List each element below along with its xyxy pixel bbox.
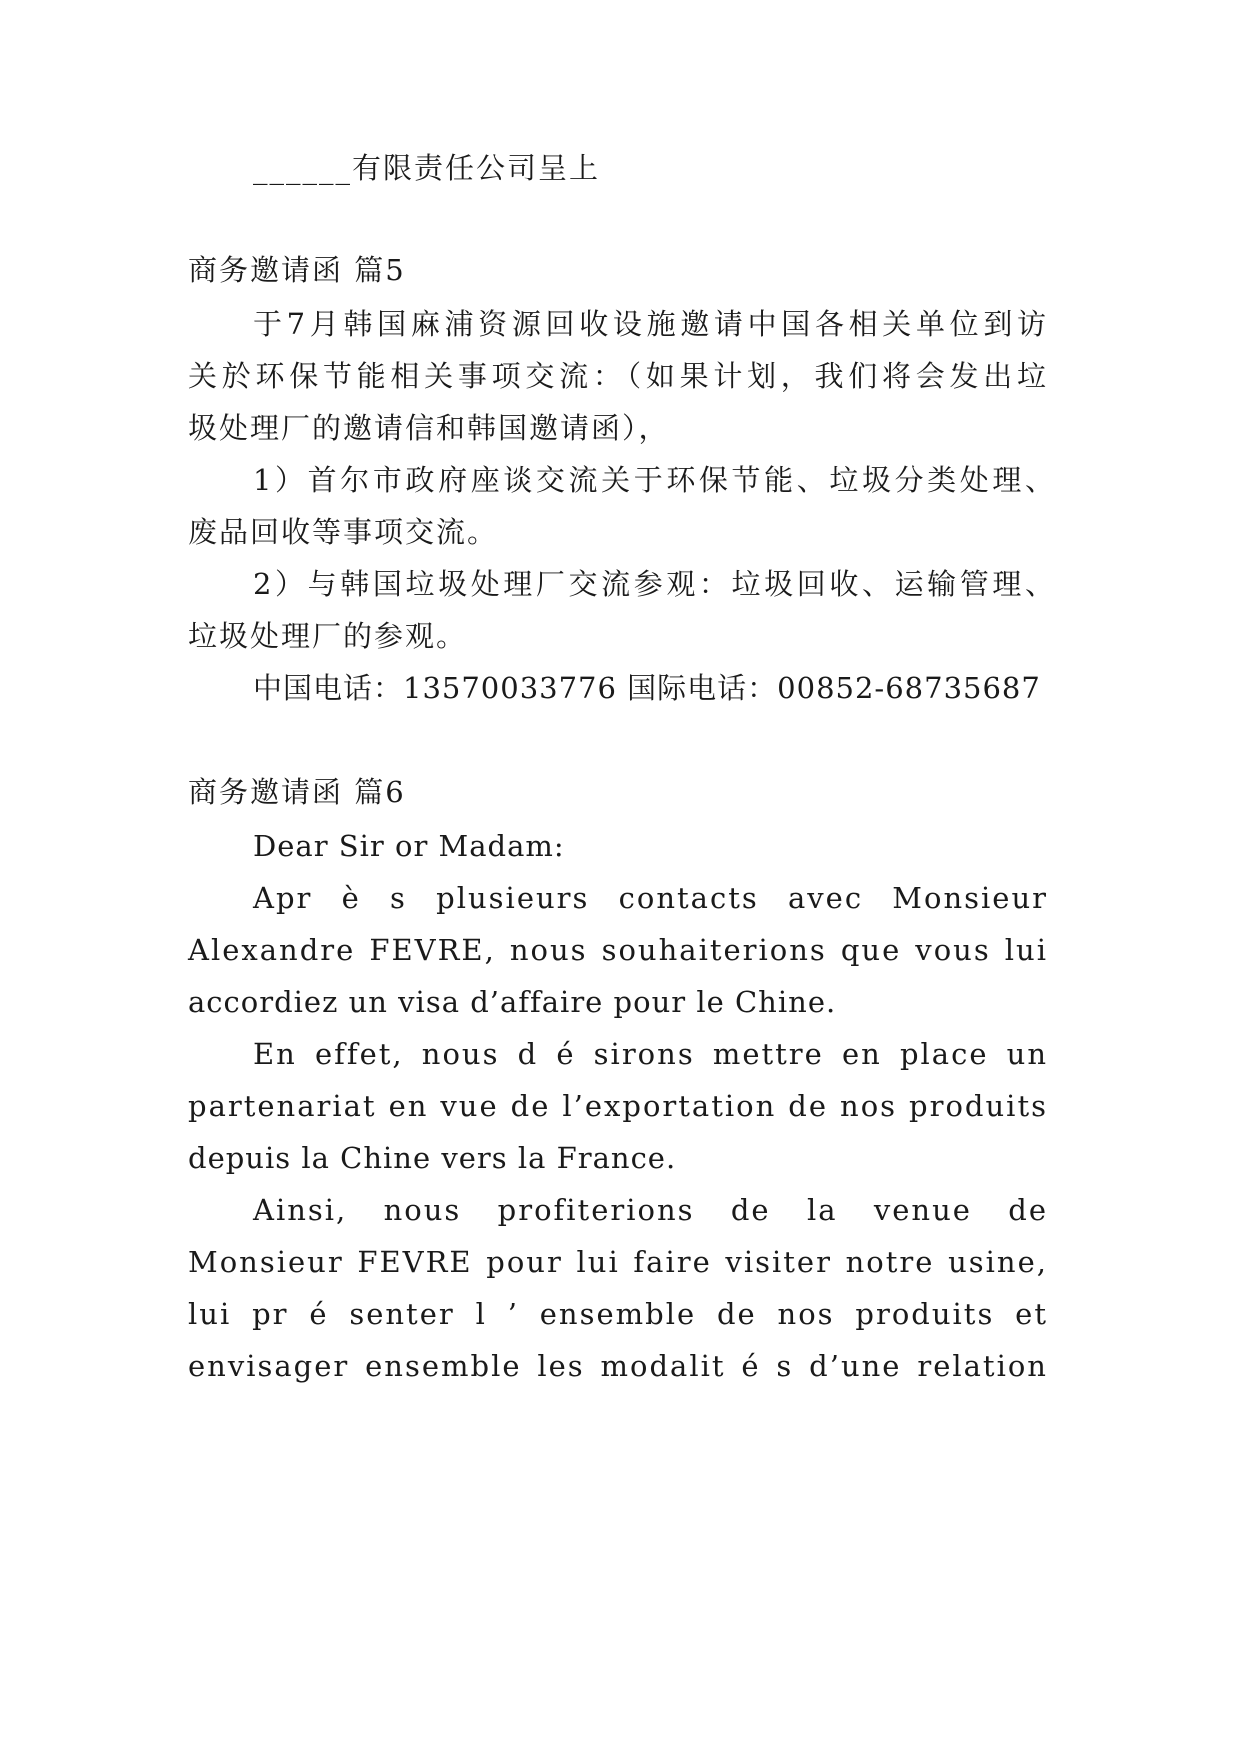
section6-salutation: Dear Sir or Madam: — [253, 829, 565, 863]
section6-p3-line: envisager ensemble les modalit é s d’une relation — [188, 1349, 1048, 1383]
section6-heading: 商务邀请函 篇6 — [188, 775, 406, 809]
section5-item1-line: 1）首尔市政府座谈交流关于环保节能、垃圾分类处理、 — [253, 463, 1056, 497]
section6-p3-line: lui pr é senter l ’ ensemble de nos produits et — [188, 1297, 1048, 1331]
section5-paragraph-line: 关於环保节能相关事项交流：（如果计划，我们将会发出垃 — [188, 359, 1048, 393]
section5-item1-line: 废品回收等事项交流。 — [188, 515, 499, 549]
section6-p1-line: Alexandre FEVRE, nous souhaiterions que vous lui — [188, 933, 1048, 967]
section5-heading: 商务邀请函 篇5 — [188, 253, 406, 287]
company-signature: ______有限责任公司呈上 — [253, 151, 601, 185]
section6-p3-line: Ainsi, nous profiterions de la venue de — [253, 1193, 1048, 1227]
section6-p1-line: Apr è s plusieurs contacts avec Monsieur — [253, 881, 1048, 915]
section5-paragraph-line: 圾处理厂的邀请信和韩国邀请函）， — [188, 411, 670, 445]
section5-item2-line: 2）与韩国垃圾处理厂交流参观：垃圾回收、运输管理、 — [253, 567, 1056, 601]
section5-phone: 中国电话：13570033776 国际电话：00852-68735687 — [253, 671, 1041, 705]
section6-p2-line: depuis la Chine vers la France. — [188, 1141, 677, 1175]
section6-p2-line: En effet, nous d é sirons mettre en place un — [253, 1037, 1048, 1071]
section5-paragraph-line: 于7月韩国麻浦资源回收设施邀请中国各相关单位到访 — [253, 307, 1048, 341]
section5-item2-line: 垃圾处理厂的参观。 — [188, 619, 468, 653]
section6-p2-line: partenariat en vue de l’exportation de nos produits — [188, 1089, 1048, 1123]
section6-p1-line: accordiez un visa d’affaire pour le Chine. — [188, 985, 837, 1019]
section6-p3-line: Monsieur FEVRE pour lui faire visiter notre usine, — [188, 1245, 1048, 1279]
